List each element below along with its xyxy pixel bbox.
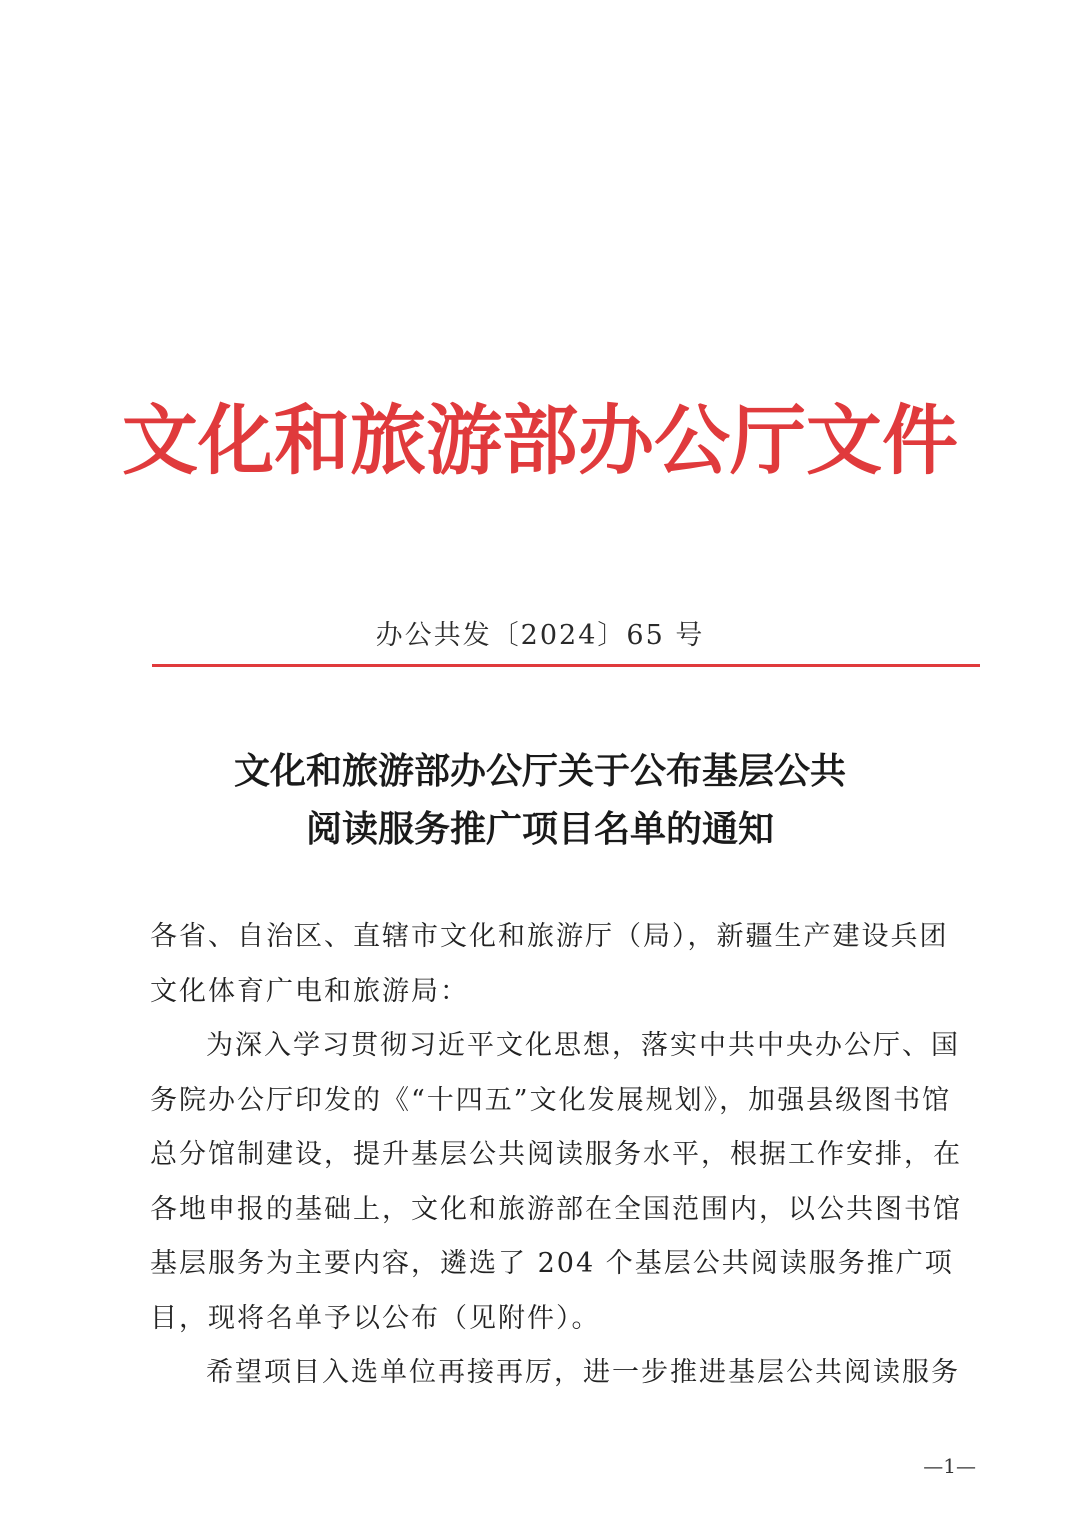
red-divider-line [152,664,980,667]
document-header-title: 文化和旅游部办公厅文件 [122,396,958,485]
body-line: 总分馆制建设，提升基层公共阅读服务水平，根据工作安排，在 [150,1139,962,1170]
body-line: 为深入学习贯彻习近平文化思想，落实中共中央办公厅、国 [206,1030,960,1061]
body-line: 各地申报的基础上，文化和旅游部在全国范围内，以公共图书馆 [150,1193,962,1225]
page-number: —1— [923,1454,976,1478]
body-line: 希望项目入选单位再接再厉，进一步推进基层公共阅读服务 [206,1357,960,1388]
body-line: 文化体育广电和旅游局： [150,975,469,1007]
notice-title [0,742,1080,858]
notice-title-line-1: 文化和旅游部办公厅关于公布基层公共 [233,750,846,792]
notice-title-line-2: 阅读服务推广项目名单的通知 [305,808,774,850]
notice-body [150,910,976,1401]
body-line: 各省、自治区、直辖市文化和旅游厅（局），新疆生产建设兵团 [150,921,949,952]
body-line: 目，现将名单予以公布（见附件）。 [150,1302,601,1334]
document-number: 办公共发〔2024〕65 号 [375,620,705,651]
body-line: 基层服务为主要内容，遴选了 204 个基层公共阅读服务推广项 [150,1248,954,1279]
body-line: 务院办公厅印发的《“十四五”文化发展规划》，加强县级图书馆 [150,1084,952,1116]
